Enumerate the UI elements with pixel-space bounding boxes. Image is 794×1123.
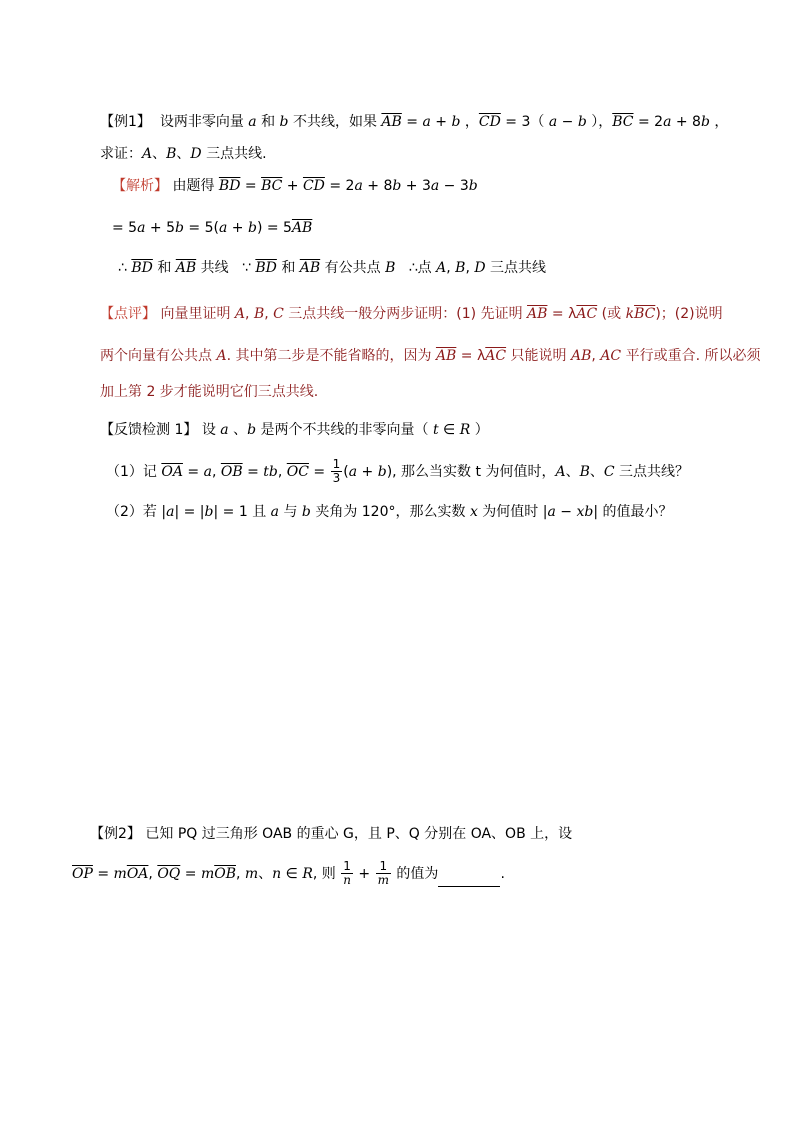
review-text-2: 两个向量有公共点 A. 其中第二步是不能省略的，因为 $\overline{AB} = \lambda\overline{AC}$ 只能说明 AB, AC 平行或重合. 所以必须 <box>100 348 761 364</box>
feedback-1-intro-line <box>100 420 489 440</box>
review-text-3: 加上第 2 步才能说明它们三点共线. <box>100 384 319 400</box>
example-2-tag: 【例2】 <box>90 826 141 842</box>
solution-text-3: ∴ $\overline{BD}$ 和 $\overline{AB}$ 共线 ∵ $\overline{BD}$ 和 $\overline{AB}$ 有公共点 B ∴点 A, B, D 三点共线 <box>118 260 547 276</box>
review-text-1: 向量里证明 A, B, C 三点共线一般分两步证明：(1) 先证明 $\overline{AB} = \lambda\overline{AC}$ (或 $k\overline{BC}$)；(2)说明 <box>160 306 723 322</box>
feedback-1-q2-text: （2）若 |a| = |b| = 1 且 a 与 b 夹角为 120°，那么实数 x 为何值时 |a − xb| 的值最小？ <box>106 504 673 520</box>
solution-tag: 【解析】 <box>112 178 168 194</box>
example-2-line-1 <box>90 824 572 844</box>
feedback-1-intro: 设 a 、b 是两个不共线的非零向量（ t ∈ R ） <box>201 422 489 438</box>
solution-line-2 <box>112 218 312 238</box>
review-line-1 <box>100 304 723 324</box>
example-2-text-2: $\overline{OP} = m\overline{OA}$, $\overline{OQ} = m\overline{OB}$, m、n ∈ R, 则 $\frac{1}{n}$ + $\frac{1}{m}$ 的值为 . <box>72 859 505 887</box>
solution-line-3 <box>118 258 546 278</box>
review-tag: 【点评】 <box>100 306 156 322</box>
solution-text-1: 由题得 $\overline{BD} = \overline{BC} + \overline{CD} = 2a + 8b + 3a - 3b$ <box>172 178 478 194</box>
example-1-text: 设两非零向量 a 和 b 不共线，如果 $\overline{AB} = a + b$ ，$\overline{CD} = 3$（ a − b ），$\overline{BC} = 2a + 8b$ ， <box>159 114 729 130</box>
review-line-3 <box>100 382 318 402</box>
example-2-line-2 <box>72 860 505 887</box>
review-line-2 <box>100 346 761 366</box>
feedback-1-q1-text: （1）记 $\overline{OA} = a$, $\overline{OB}$ = tb, $\overline{OC}$ = $\frac{1}{3}$ (a + b), 那么当实数 t 为何值时，A、B、C 三点共线？ <box>106 457 690 485</box>
solution-line-1 <box>112 176 478 196</box>
example-1-prove: 求证：A、B、D 三点共线. <box>100 146 267 162</box>
example-2-text-1: 已知 PQ 过三角形 OAB 的重心 G，且 P、Q 分别在 OA、OB 上，设 <box>145 826 573 842</box>
solution-text-2: = $5a + 5b = 5(a + b) = 5\overline{AB}$ <box>112 220 313 236</box>
example-1-line-1 <box>100 112 728 132</box>
feedback-1-question-2 <box>106 502 673 522</box>
answer-blank[interactable] <box>438 872 500 887</box>
example-1-line-2 <box>100 144 267 164</box>
feedback-1-question-1 <box>106 458 689 485</box>
feedback-1-tag: 【反馈检测 1】 <box>100 422 198 438</box>
example-1-tag: 【例1】 <box>100 114 151 130</box>
